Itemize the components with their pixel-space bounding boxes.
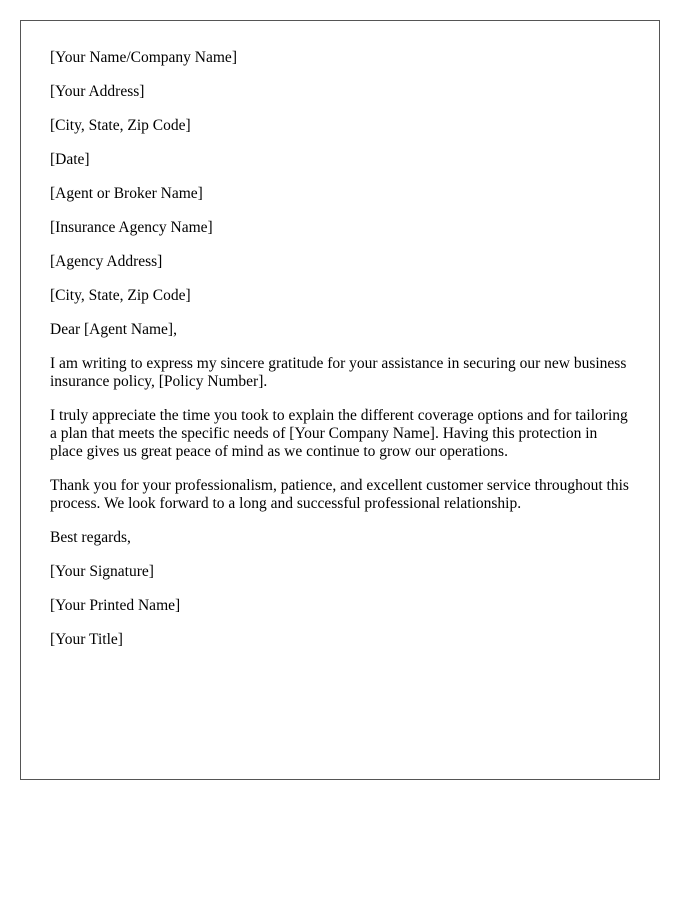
letter-date: [Date] [50,151,90,168]
paragraph-appreciation: I truly appreciate the time you took to explain the different coverage options and for tailoring a plan that meets the specific needs of [Your Company Name]. Having this protection in place gives us great peace of mind as we continue to grow our operations. [50,407,628,460]
printed-name: [Your Printed Name] [50,597,181,614]
sender-name: [Your Name/Company Name] [50,49,237,66]
letter-page [20,20,660,780]
paragraph-gratitude: I am writing to express my sincere gratitude for your assistance in securing our new business insurance policy, [Policy Number]. [50,355,627,390]
agency-city-state-zip: [City, State, Zip Code] [50,287,191,304]
recipient-name: [Agent or Broker Name] [50,185,203,202]
signature: [Your Signature] [50,563,154,580]
closing: Best regards, [50,529,131,546]
sender-city-state-zip: [City, State, Zip Code] [50,117,191,134]
agency-address: [Agency Address] [50,253,163,270]
sender-title: [Your Title] [50,631,123,648]
letter-body [50,49,630,665]
salutation: Dear [Agent Name], [50,321,177,338]
agency-name: [Insurance Agency Name] [50,219,213,236]
paragraph-thanks: Thank you for your professionalism, patience, and excellent customer service throughout this process. We look forward to a long and successful professional relationship. [50,477,629,512]
sender-address: [Your Address] [50,83,145,100]
